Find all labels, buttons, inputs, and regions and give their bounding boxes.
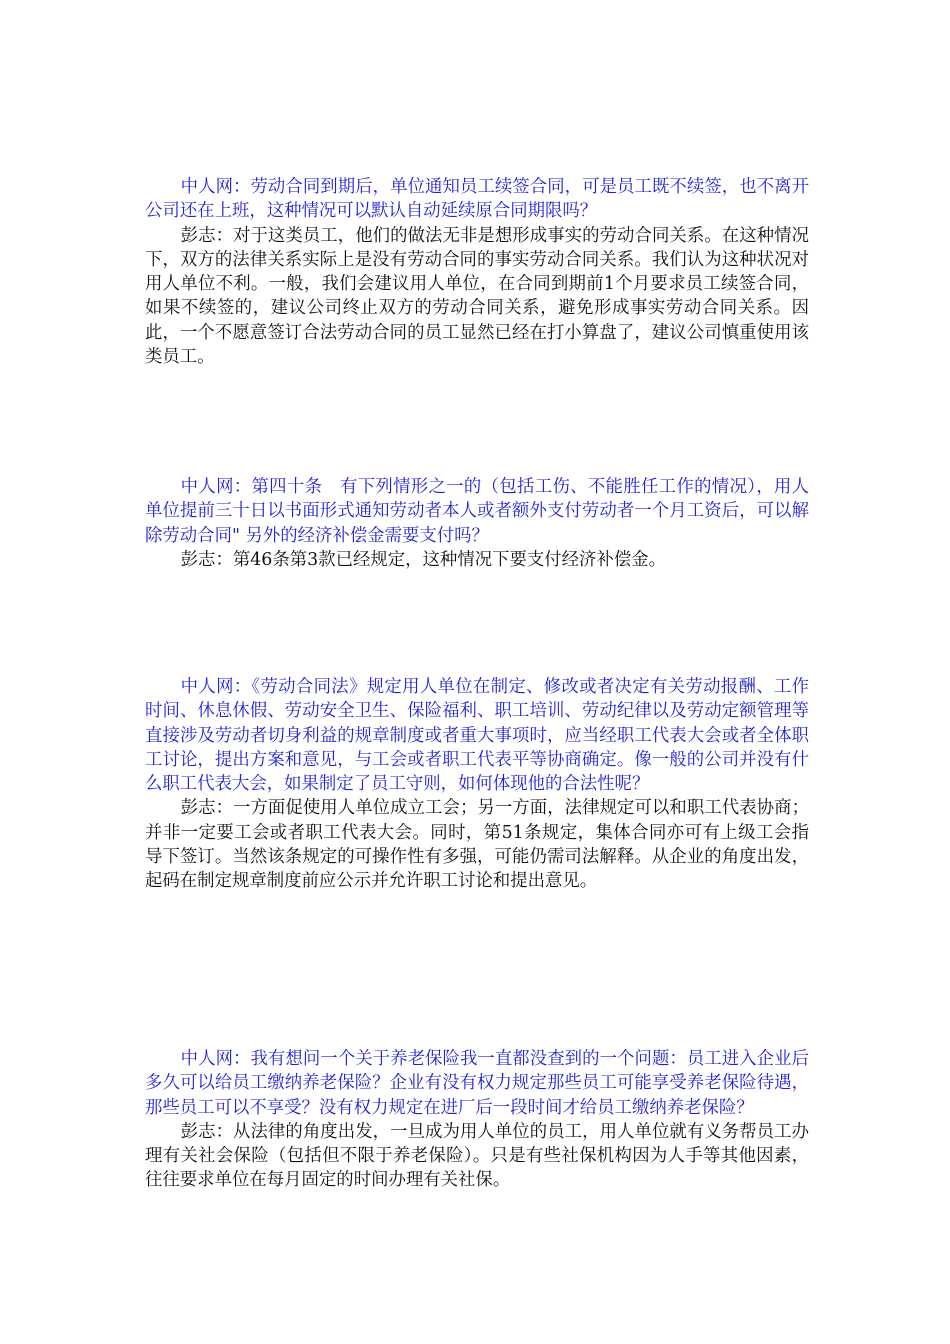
answer-paragraph: 彭志：一方面促使用人单位成立工会；另一方面，法律规定可以和职工代表协商；并非一定要工会或者职工代表大会。同时，第51条规定，集体合同亦可有上级工会指导下签订。当然该条规定的可操作性有多强，可能仍需司法解释。从企业的角度出发，起码在制定规章制度前应公示并允许职工讨论和提出意见。: [145, 798, 809, 892]
question-paragraph: 中人网：第四十条 有下列情形之一的（包括工伤、不能胜任工作的情况），用人单位提前三十日以书面形式通知劳动者本人或者额外支付劳动者一个月工资后，可以解除劳动合同" 另外的经济补偿金需要支付吗？: [145, 477, 809, 546]
question-paragraph: 中人网：《劳动合同法》规定用人单位在制定、修改或者决定有关劳动报酬、工作时间、休息休假、劳动安全卫生、保险福利、职工培训、劳动纪律以及劳动定额管理等直接涉及劳动者切身利益的规章制度或者重大事项时，应当经职工代表大会或者全体职工讨论，提出方案和意见，与工会或者职工代表平等协商确定。像一般的公司并没有什么职工代表大会，如果制定了员工守则，如何体现他的合法性呢？: [145, 677, 809, 795]
qa-section-2: [145, 475, 809, 572]
answer-paragraph: 彭志：从法律的角度出发，一旦成为用人单位的员工，用人单位就有义务帮员工办理有关社会保险（包括但不限于养老保险）。只是有些社保机构因为人手等其他因素，往往要求单位在每月固定的时间办理有关社保。: [145, 1121, 809, 1191]
qa-section-4: [145, 1047, 809, 1193]
qa-section-1: [145, 175, 809, 369]
qa-section-3: [145, 675, 809, 894]
question-paragraph: 中人网：劳动合同到期后，单位通知员工续签合同，可是员工既不续签，也不离开公司还在上班，这种情况可以默认自动延续原合同期限吗？: [145, 177, 809, 222]
answer-paragraph: 彭志：第46条第3款已经规定，这种情况下要支付经济补偿金。: [180, 549, 667, 570]
question-paragraph: 中人网：我有想问一个关于养老保险我一直都没查到的一个问题：员工进入企业后多久可以给员工缴纳养老保险？企业有没有权力规定那些员工可能享受养老保险待遇，那些员工可以不享受？没有权力规定在进厂后一段时间才给员工缴纳养老保险？: [145, 1049, 809, 1118]
answer-paragraph: 彭志：对于这类员工，他们的做法无非是想形成事实的劳动合同关系。在这种情况下，双方的法律关系实际上是没有劳动合同的事实劳动合同关系。我们认为这种状况对用人单位不利。一般，我们会建议用人单位，在合同到期前1个月要求员工续签合同，如果不续签的，建议公司终止双方的劳动合同关系，避免形成事实劳动合同关系。因此，一个不愿意签订合法劳动合同的员工显然已经在打小算盘了，建议公司慎重使用该类员工。: [145, 225, 809, 368]
